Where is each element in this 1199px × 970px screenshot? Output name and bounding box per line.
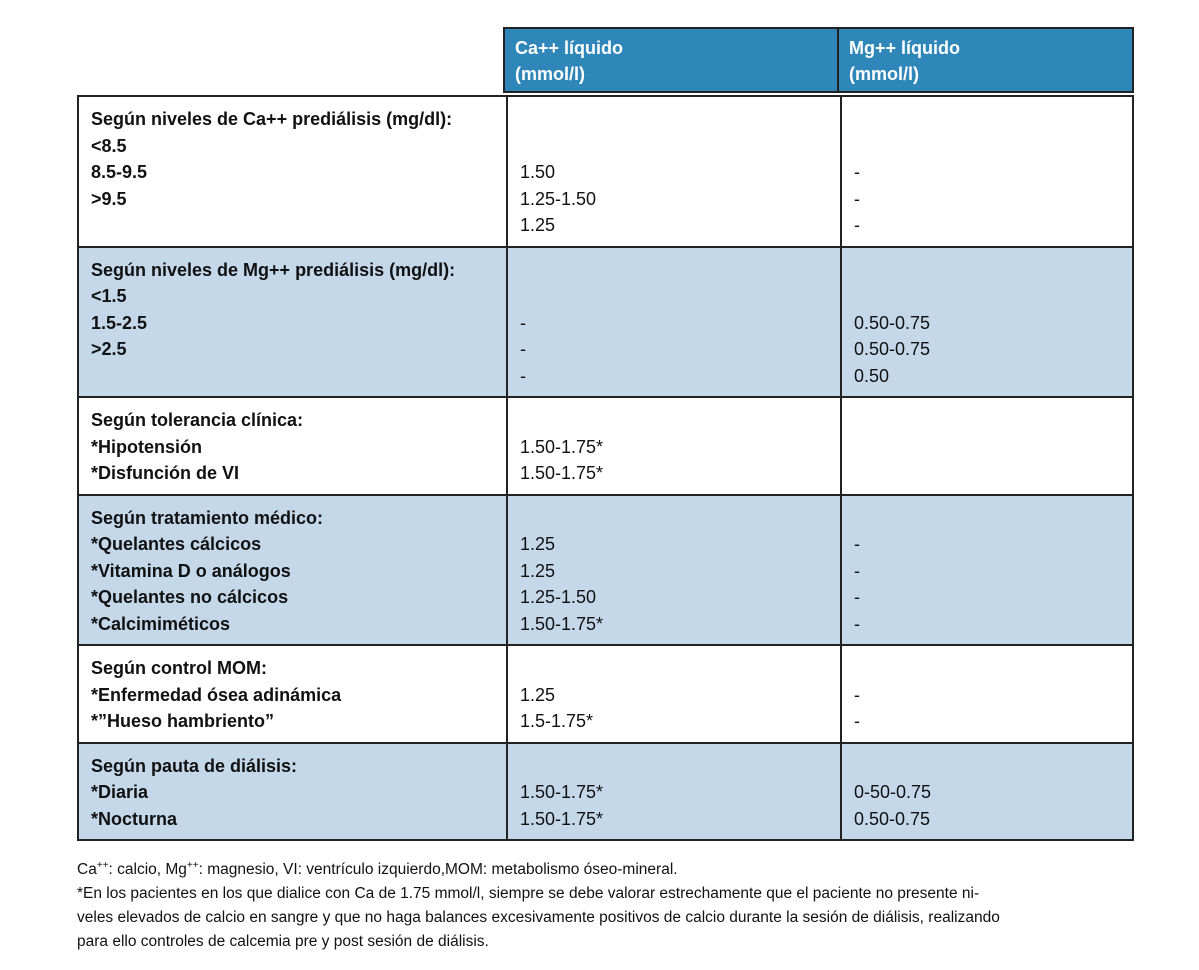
footnote-line: veles elevados de calcio en sangre y que no haga balances excesivamente positivos de calcio durante la sesión de diálisis, realizando — [77, 909, 1000, 926]
ca-value — [520, 257, 828, 284]
ca-value — [520, 407, 828, 434]
ca-value — [520, 753, 828, 780]
ca-value — [520, 133, 828, 160]
header-ca-title: Ca++ líquido — [515, 38, 624, 58]
ca-value: 1.25-1.50 — [520, 587, 597, 607]
criterion-line: >9.5 — [91, 188, 127, 209]
criterion-cell — [79, 398, 506, 494]
criterion-line: Según pauta de diálisis: — [91, 755, 298, 776]
ca-value: 1.5-1.75* — [520, 711, 594, 731]
criterion-cell — [79, 97, 506, 246]
mg-value — [854, 505, 1120, 532]
table-row — [79, 97, 1132, 246]
mg-value — [854, 133, 1120, 160]
table-row — [79, 246, 1132, 397]
abbreviations-note — [77, 858, 1147, 882]
header-mg-title: Mg++ líquido — [849, 38, 960, 58]
mg-value: - — [854, 711, 860, 731]
criterion-line: >2.5 — [91, 339, 127, 359]
criterion-line: *Disfunción de VI — [91, 463, 240, 483]
header-ca-unit: (mmol/l) — [515, 64, 585, 84]
ca-value-cell — [506, 646, 840, 742]
criterion-line: *Nocturna — [91, 808, 178, 829]
abbr-rest: : magnesio, VI: ventrículo izquierdo,MOM: metabolismo óseo-mineral. — [198, 861, 678, 878]
mg-value — [854, 753, 1120, 780]
header-ca-column — [503, 27, 839, 93]
criterion-line: Según control MOM: — [91, 658, 267, 678]
ca-value: 1.50 — [520, 162, 556, 182]
ca-value: 1.25 — [520, 560, 556, 581]
mg-value: - — [854, 560, 860, 581]
mg-value — [854, 283, 1120, 310]
mg-value: - — [854, 162, 860, 182]
criterion-line: *”Hueso hambriento” — [91, 711, 275, 731]
criterion-cell — [79, 248, 506, 397]
criterion-line: 8.5-9.5 — [91, 162, 148, 182]
header-mg-column — [837, 27, 1134, 93]
ca-value: 1.25 — [520, 215, 556, 235]
table-row — [79, 644, 1132, 742]
ca-value: 1.25 — [520, 534, 556, 554]
mg-value — [854, 434, 1120, 461]
table-row — [79, 396, 1132, 494]
mg-value-cell — [840, 97, 1132, 246]
abbr-mg-sup: ++ — [186, 859, 199, 871]
mg-value — [854, 460, 1120, 487]
table-body — [77, 95, 1134, 841]
table-header — [77, 27, 1134, 95]
criterion-line: 1.5-2.5 — [91, 312, 148, 333]
table-notes — [77, 858, 1147, 954]
mg-value: 0.50-0.75 — [854, 808, 931, 829]
criterion-line: <8.5 — [91, 135, 127, 156]
ca-value — [520, 505, 828, 532]
criterion-line: *Quelantes no cálcicos — [91, 587, 289, 607]
ca-value-cell — [506, 97, 840, 246]
ca-value — [520, 655, 828, 682]
ca-value-cell — [506, 398, 840, 494]
mg-value — [854, 407, 1120, 434]
mg-value: - — [854, 215, 860, 235]
mg-value — [854, 257, 1120, 284]
mg-value: - — [854, 613, 860, 634]
criterion-cell — [79, 744, 506, 840]
table-row — [79, 742, 1132, 840]
mg-value-cell — [840, 496, 1132, 645]
ca-value — [520, 106, 828, 133]
ca-value: 1.50-1.75* — [520, 782, 604, 802]
criterion-line: Según niveles de Ca++ prediálisis (mg/dl): — [91, 109, 453, 129]
criterion-line: *Calcimiméticos — [91, 613, 231, 634]
dialysate-table — [77, 27, 1134, 841]
criterion-line: *Diaria — [91, 782, 149, 802]
mg-value: 0-50-0.75 — [854, 782, 932, 802]
ca-value: - — [520, 339, 526, 359]
abbr-ca-sup: ++ — [96, 859, 109, 871]
mg-value-cell — [840, 398, 1132, 494]
table-row — [79, 494, 1132, 645]
footnote-line: para ello controles de calcemia pre y post sesión de diálisis. — [77, 933, 489, 950]
mg-value-cell — [840, 744, 1132, 840]
criterion-line: Según tolerancia clínica: — [91, 410, 304, 430]
mg-value: - — [854, 534, 860, 554]
mg-value-cell — [840, 646, 1132, 742]
ca-value: - — [520, 312, 526, 333]
ca-value: 1.50-1.75* — [520, 436, 604, 457]
criterion-line: <1.5 — [91, 286, 127, 306]
mg-value — [854, 655, 1120, 682]
ca-value: 1.25-1.50 — [520, 188, 597, 209]
mg-value: - — [854, 587, 860, 607]
ca-value — [520, 283, 828, 310]
ca-value: 1.25 — [520, 684, 556, 705]
ca-value-cell — [506, 744, 840, 840]
mg-value: 0.50-0.75 — [854, 312, 931, 333]
mg-value-cell — [840, 248, 1132, 397]
criterion-cell — [79, 496, 506, 645]
mg-value: 0.50 — [854, 365, 890, 386]
ca-value: 1.50-1.75* — [520, 808, 604, 829]
ca-value: 1.50-1.75* — [520, 613, 604, 634]
mg-value: 0.50-0.75 — [854, 339, 931, 359]
criterion-line: Según niveles de Mg++ prediálisis (mg/dl): — [91, 259, 456, 280]
criterion-line: *Hipotensión — [91, 436, 202, 457]
mg-value: - — [854, 188, 860, 209]
mg-value: - — [854, 684, 860, 705]
criterion-line: *Quelantes cálcicos — [91, 534, 262, 554]
ca-value-cell — [506, 248, 840, 397]
abbr-ca: Ca — [77, 861, 97, 878]
footnote-line: *En los pacientes en los que dialice con Ca de 1.75 mmol/l, siempre se debe valorar estrechamente que el paciente no presente ni- — [77, 885, 980, 902]
ca-value: 1.50-1.75* — [520, 463, 604, 483]
ca-value: - — [520, 365, 526, 386]
criterion-line: *Vitamina D o análogos — [91, 560, 291, 581]
abbr-ca-rest: : calcio, Mg — [108, 861, 187, 878]
criterion-cell — [79, 646, 506, 742]
criterion-line: *Enfermedad ósea adinámica — [91, 684, 342, 705]
header-mg-unit: (mmol/l) — [849, 64, 919, 84]
ca-value-cell — [506, 496, 840, 645]
mg-value — [854, 106, 1120, 133]
criterion-line: Según tratamiento médico: — [91, 507, 324, 528]
